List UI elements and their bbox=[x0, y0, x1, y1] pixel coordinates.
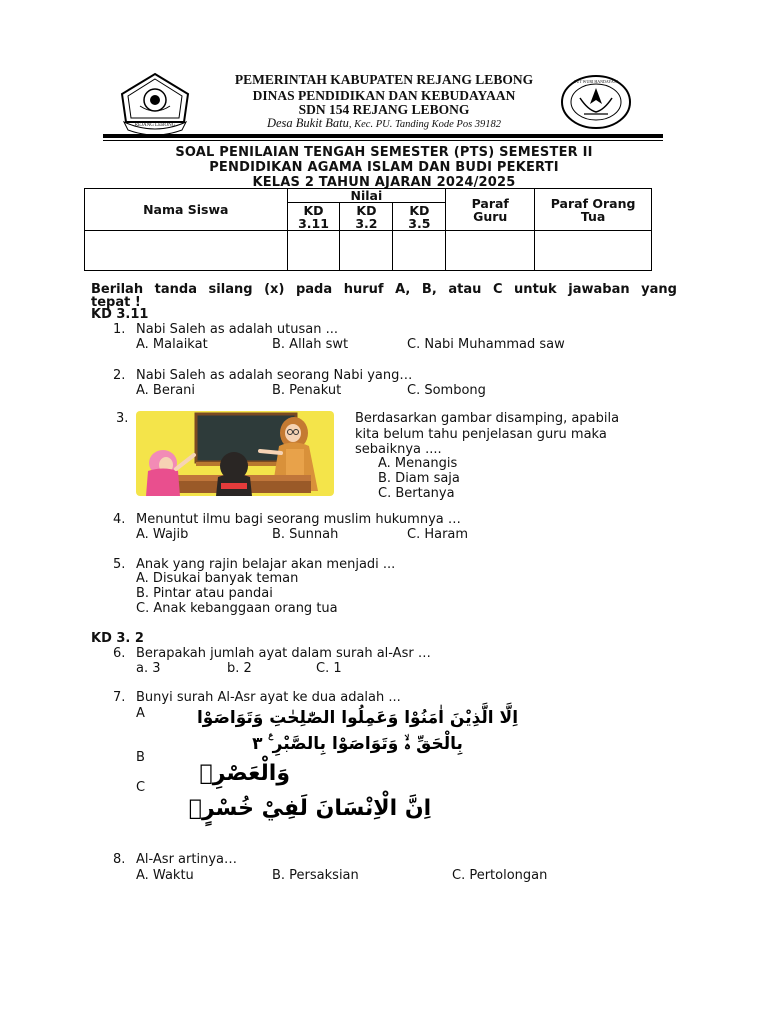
kd-35-value: 3.5 bbox=[408, 215, 431, 231]
header-line-2: DINAS PENDIDIKAN DAN KEBUDAYAAN bbox=[252, 88, 516, 103]
option-a-arabic-line-1: اِلَّا الَّذِيْنَ اٰمَنُوْا وَعَمِلُوا الصّٰلِحٰتِ وَتَوَاصَوْا bbox=[196, 708, 519, 728]
kd-311-section-title: KD 3.11 bbox=[91, 307, 149, 322]
option-c[interactable]: C. Nabi Muhammad saw bbox=[407, 337, 565, 352]
left-logo-banner: REJANG LEBONG bbox=[134, 123, 176, 128]
paraf-guru-header bbox=[446, 189, 535, 231]
question-text: Nabi Saleh as adalah seorang Nabi yang… bbox=[136, 368, 413, 383]
paraf-guru-line-2: Guru bbox=[473, 208, 508, 224]
student-score-table bbox=[84, 188, 652, 271]
instruction-line-1: Berilah tanda silang (x) pada huruf A, B, atau C untuk jawaban yang bbox=[91, 282, 677, 297]
exam-title-3: KELAS 2 TAHUN AJARAN 2024/2025 bbox=[252, 175, 516, 190]
question-text: Berapakah jumlah ayat dalam surah al-Asr … bbox=[136, 646, 431, 661]
paraf-guru-line-1: Paraf bbox=[471, 195, 509, 211]
question-text: Al-Asr artinya… bbox=[136, 852, 237, 867]
question-text: Nabi Saleh as adalah utusan ... bbox=[136, 322, 338, 337]
option-a-letter[interactable]: A bbox=[136, 706, 145, 721]
paraf-ortu-header bbox=[535, 189, 652, 231]
header-line-3: SDN 154 REJANG LEBONG bbox=[298, 102, 470, 117]
option-b[interactable]: b. 2 bbox=[227, 661, 252, 676]
option-c[interactable]: C. Anak kebanggaan orang tua bbox=[136, 601, 338, 616]
question-text: Bunyi surah Al-Asr ayat ke dua adalah ... bbox=[136, 690, 401, 705]
paraf-guru-cell[interactable] bbox=[446, 231, 535, 271]
question-number: 8. bbox=[113, 852, 126, 867]
option-a[interactable]: A. Wajib bbox=[136, 527, 189, 542]
option-b-arabic: وَالْعَصْرِۙ bbox=[199, 761, 290, 786]
address-detail: , Kec. PU. Tanding Kode Pos 39182 bbox=[348, 119, 502, 130]
exam-title-2: PENDIDIKAN AGAMA ISLAM DAN BUDI PEKERTI bbox=[209, 160, 559, 175]
nilai-header: Nilai bbox=[287, 189, 446, 203]
header-address bbox=[190, 115, 578, 133]
question-text-line-1: Berdasarkan gambar disamping, apabila bbox=[355, 411, 620, 426]
kd-32-cell[interactable] bbox=[340, 231, 393, 271]
question-number: 2. bbox=[113, 368, 126, 383]
kd-32-section-title: KD 3. 2 bbox=[91, 631, 144, 646]
option-a-arabic-line-2: بِالْحَقِّ ەۙ وَتَوَاصَوْا بِالصَّبْرِ ࣖ ٣ bbox=[252, 734, 463, 754]
paraf-ortu-line-2: Tua bbox=[580, 208, 606, 224]
option-b[interactable]: B. Pintar atau pandai bbox=[136, 586, 273, 601]
kd-311-header bbox=[287, 203, 340, 231]
kd-label: KD bbox=[409, 202, 430, 218]
question-text-line-3: sebaiknya .... bbox=[355, 442, 442, 457]
question-number: 1. bbox=[113, 322, 126, 337]
option-a[interactable]: A. Disukai banyak teman bbox=[136, 571, 299, 586]
address-village: Desa Bukit Batu bbox=[266, 116, 349, 130]
classroom-illustration bbox=[136, 411, 334, 496]
option-b[interactable]: B. Sunnah bbox=[272, 527, 339, 542]
option-a[interactable]: a. 3 bbox=[136, 661, 161, 676]
option-c-arabic: اِنَّ الْاِنْسَانَ لَفِيْ خُسْرٍۙ bbox=[188, 796, 432, 821]
option-c-letter[interactable]: C bbox=[136, 780, 146, 795]
question-number: 7. bbox=[113, 690, 126, 705]
instruction-line-2: tepat ! bbox=[91, 295, 141, 310]
question-number: 3. bbox=[116, 411, 129, 426]
nama-siswa-header: Nama Siswa bbox=[85, 189, 288, 231]
option-c[interactable]: C. Bertanya bbox=[378, 486, 455, 501]
option-c[interactable]: C. Haram bbox=[407, 527, 469, 542]
header-rule-thick bbox=[103, 134, 663, 138]
option-b[interactable]: B. Allah swt bbox=[272, 337, 349, 352]
exam-title-1: SOAL PENILAIAN TENGAH SEMESTER (PTS) SEMESTER II bbox=[175, 145, 593, 160]
kd-32-header bbox=[340, 203, 393, 231]
option-b[interactable]: B. Penakut bbox=[272, 383, 342, 398]
kd-32-value: 3.2 bbox=[355, 215, 378, 231]
kd-35-header bbox=[393, 203, 446, 231]
question-number: 6. bbox=[113, 646, 126, 661]
question-number: 5. bbox=[113, 557, 126, 572]
kd-311-cell[interactable] bbox=[287, 231, 340, 271]
header-line-1: PEMERINTAH KABUPATEN REJANG LEBONG bbox=[234, 72, 534, 87]
option-b-letter[interactable]: B bbox=[136, 750, 145, 765]
header-rule-thin bbox=[103, 140, 663, 141]
option-c[interactable]: C. Sombong bbox=[407, 383, 486, 398]
nama-siswa-cell[interactable] bbox=[85, 231, 288, 271]
right-logo-text: TUT WURI HANDAYANI bbox=[574, 79, 618, 84]
option-a[interactable]: A. Malaikat bbox=[136, 337, 208, 352]
option-c[interactable]: C. Pertolongan bbox=[452, 868, 548, 883]
kd-label: KD bbox=[356, 202, 377, 218]
option-c[interactable]: C. 1 bbox=[316, 661, 342, 676]
option-b[interactable]: B. Persaksian bbox=[272, 868, 359, 883]
option-a[interactable]: A. Berani bbox=[136, 383, 196, 398]
paraf-ortu-cell[interactable] bbox=[535, 231, 652, 271]
question-number: 4. bbox=[113, 512, 126, 527]
option-a[interactable]: A. Menangis bbox=[378, 456, 458, 471]
question-text-line-2: kita belum tahu penjelasan guru maka bbox=[355, 427, 607, 442]
question-text: Anak yang rajin belajar akan menjadi ... bbox=[136, 557, 396, 572]
option-b[interactable]: B. Diam saja bbox=[378, 471, 460, 486]
kd-35-cell[interactable] bbox=[393, 231, 446, 271]
paraf-ortu-line-1: Paraf Orang bbox=[550, 195, 636, 211]
question-text: Menuntut ilmu bagi seorang muslim hukumnya … bbox=[136, 512, 461, 527]
kd-311-value: 3.11 bbox=[298, 215, 329, 231]
option-a[interactable]: A. Waktu bbox=[136, 868, 194, 883]
kd-label: KD bbox=[303, 202, 324, 218]
